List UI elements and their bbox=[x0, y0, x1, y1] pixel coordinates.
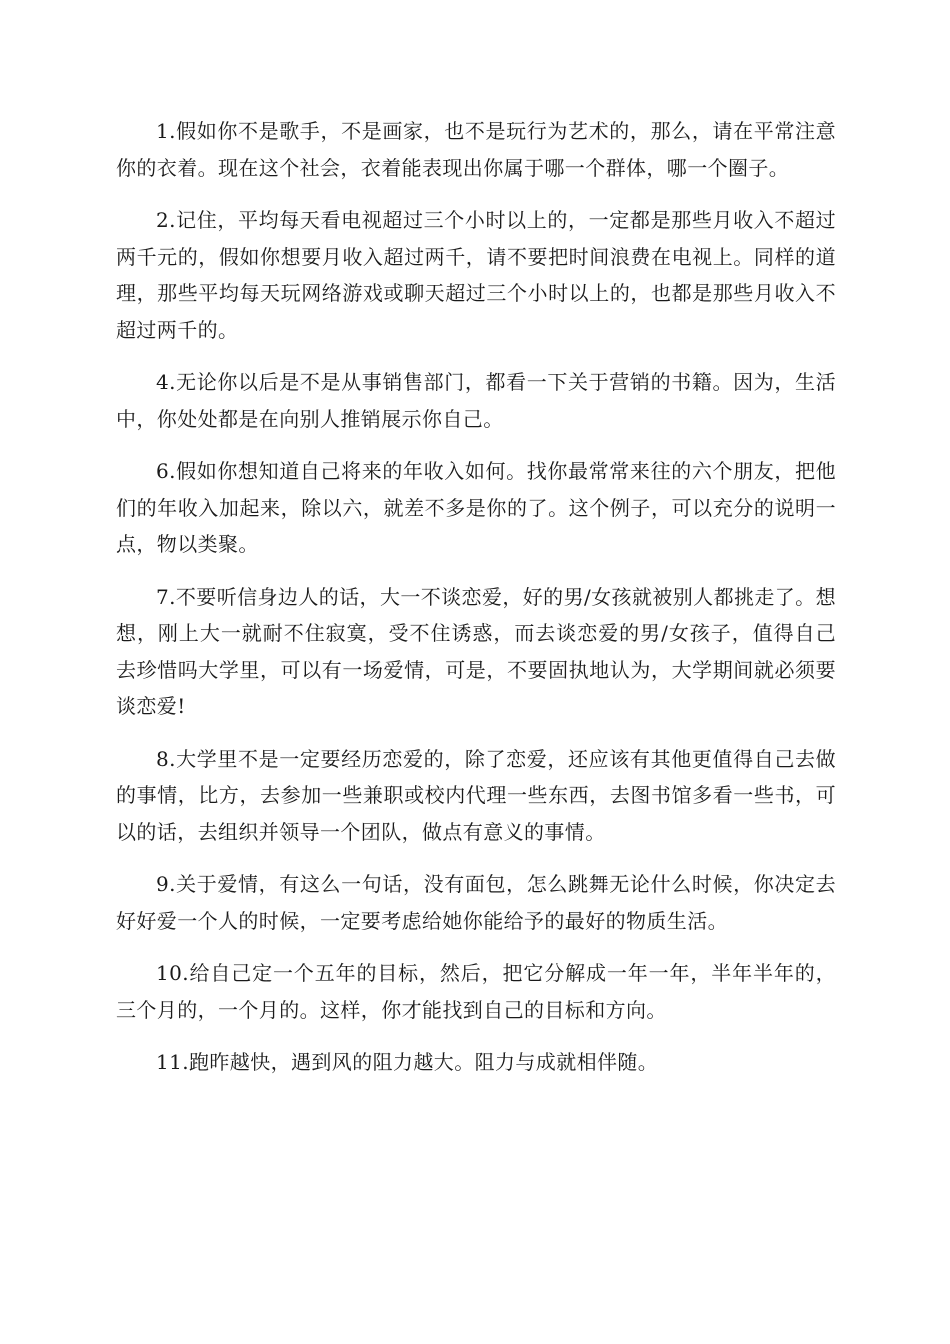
paragraph-1: 1.假如你不是歌手，不是画家，也不是玩行为艺术的，那么，请在平常注意你的衣着。现在这个社会，衣着能表现出你属于哪一个群体，哪一个圈子。 bbox=[116, 119, 836, 180]
paragraph-6: 6.假如你想知道自己将来的年收入如何。找你最常常来往的六个朋友，把他们的年收入加起来，除以六，就差不多是你的了。这个例子，可以充分的说明一点，物以类聚。 bbox=[116, 459, 836, 556]
paragraph-2: 2.记住，平均每天看电视超过三个小时以上的，一定都是那些月收入不超过两千元的，假如你想要月收入超过两千，请不要把时间浪费在电视上。同样的道理，那些平均每天玩网络游戏或聊天超过三个小时以上的，也都是那些月收入不超过两千的。 bbox=[116, 208, 836, 342]
paragraph-11: 11.跑昨越快，遇到风的阻力越大。阻力与成就相伴随。 bbox=[156, 1050, 659, 1074]
paragraph-7: 7.不要听信身边人的话，大一不谈恋爱，好的男/女孩就被别人都挑走了。想想，刚上大一就耐不住寂寞，受不住诱惑，而去谈恋爱的男/女孩子，值得自己去珍惜吗大学里，可以有一场爱情，可是，不要固执地认为，大学期间就必须要谈恋爱! bbox=[116, 584, 836, 718]
paragraph-10: 10.给自己定一个五年的目标，然后，把它分解成一年一年，半年半年的，三个月的，一个月的。这样，你才能找到自己的目标和方向。 bbox=[116, 961, 836, 1022]
document-body bbox=[116, 113, 836, 1097]
paragraph-9: 9.关于爱情，有这么一句话，没有面包，怎么跳舞无论什么时候，你决定去好好爱一个人的时候，一定要考虑给她你能给予的最好的物质生活。 bbox=[116, 872, 836, 933]
paragraph-8: 8.大学里不是一定要经历恋爱的，除了恋爱，还应该有其他更值得自己去做的事情，比方，去参加一些兼职或校内代理一些东西，去图书馆多看一些书，可以的话，去组织并领导一个团队，做点有意义的事情。 bbox=[116, 746, 836, 844]
paragraph-4: 4.无论你以后是不是从事销售部门，都看一下关于营销的书籍。因为，生活中，你处处都是在向别人推销展示你自己。 bbox=[116, 370, 836, 431]
